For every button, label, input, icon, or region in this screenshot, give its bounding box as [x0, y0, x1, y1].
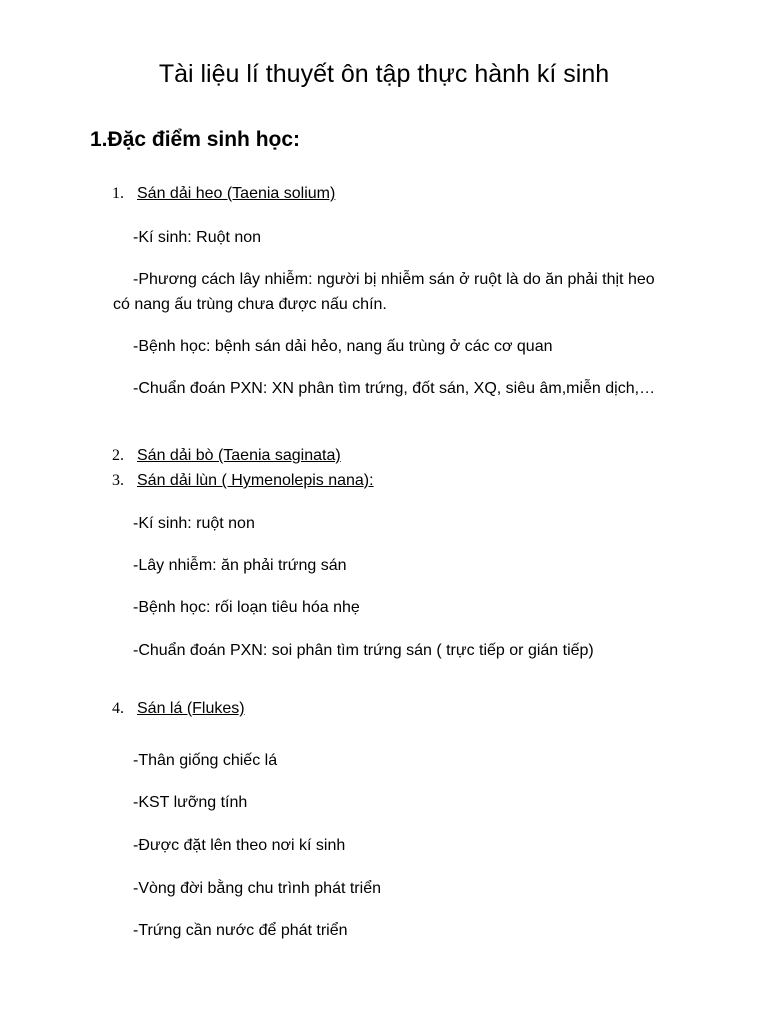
- document-title: Tài liệu lí thuyết ôn tập thực hành kí sinh: [158, 60, 610, 88]
- list-number: 2.: [112, 447, 124, 464]
- item-3-line-4: -Chuẩn đoán PXN: soi phân tìm trứng sán ( trực tiếp or gián tiếp): [133, 642, 594, 659]
- list-item-3: [112, 470, 374, 492]
- list-number: 1.: [112, 185, 124, 202]
- list-item-label: Sán lá (Flukes): [137, 700, 245, 717]
- list-number: 3.: [112, 472, 124, 489]
- list-item-4: [112, 698, 245, 720]
- item-4-line-1: -Thân giống chiếc lá: [133, 752, 278, 769]
- section-heading: 1.Đặc điểm sinh học:: [90, 128, 301, 151]
- item-3-line-2: -Lây nhiễm: ăn phải trứng sán: [133, 557, 347, 574]
- item-4-line-4: -Vòng đời bằng chu trình phát triển: [133, 880, 381, 897]
- list-item-1: [112, 183, 335, 205]
- item-1-line-4: -Chuẩn đoán PXN: XN phân tìm trứng, đốt sán, XQ, siêu âm,miễn dịch,…: [133, 380, 656, 397]
- item-1-line-2: -Phương cách lây nhiễm: người bị nhiễm sán ở ruột là do ăn phải thịt heo có nang ấu trùng chưa được nấu chín.: [113, 271, 655, 313]
- item-4-line-3: -Được đặt lên theo nơi kí sinh: [133, 837, 346, 854]
- list-item-2: [112, 445, 341, 467]
- item-3-line-1: -Kí sinh: ruột non: [133, 515, 255, 532]
- list-item-label: Sán dải lùn ( Hymenolepis nana):: [137, 472, 374, 489]
- item-4-line-5: -Trứng cần nước để phát triển: [133, 922, 348, 939]
- item-1-line-3: -Bệnh học: bệnh sán dải hẻo, nang ấu trùng ở các cơ quan: [133, 338, 553, 355]
- list-item-label: Sán dải heo (Taenia solium): [137, 185, 336, 202]
- list-item-label: Sán dải bò (Taenia saginata): [137, 447, 341, 464]
- item-4-line-2: -KST lưỡng tính: [133, 794, 248, 811]
- list-number: 4.: [112, 700, 124, 717]
- item-1-line-1: -Kí sinh: Ruột non: [133, 229, 262, 246]
- item-3-line-3: -Bệnh học: rối loạn tiêu hóa nhẹ: [133, 599, 360, 616]
